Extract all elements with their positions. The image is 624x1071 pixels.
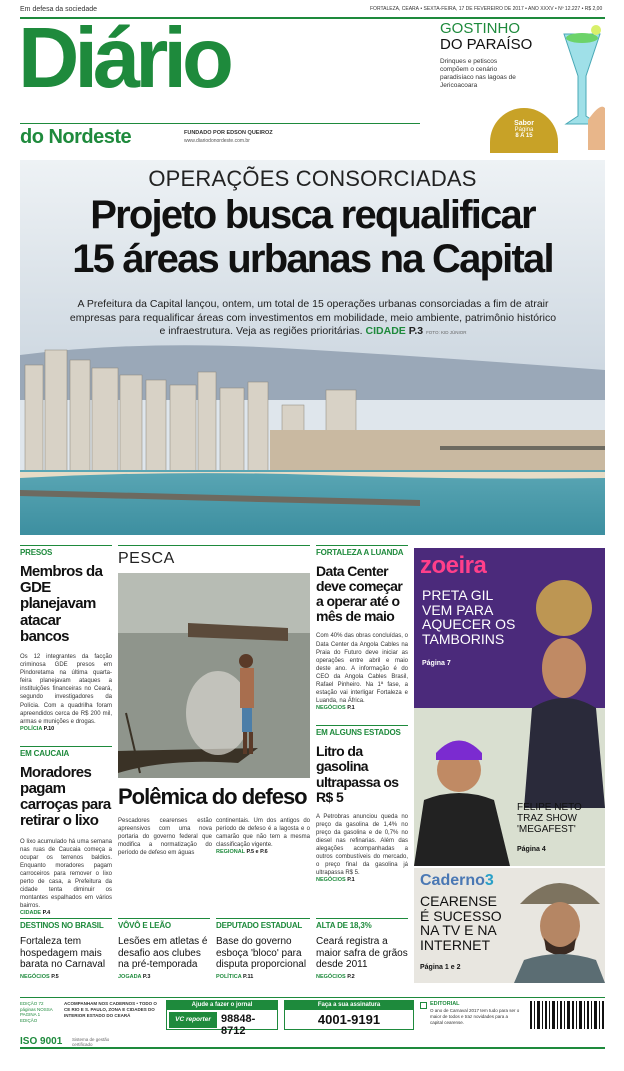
website[interactable]: www.diariodonordeste.com.br: [184, 138, 250, 144]
bottom-item-1-headline: Lesões em atletas é desafio aos clubes na pré-temporada: [118, 936, 208, 970]
right-s1-ref[interactable]: [316, 705, 408, 711]
center-column: [118, 545, 310, 915]
tagline: Em defesa da sociedade: [20, 6, 98, 13]
center-ref[interactable]: [216, 849, 310, 855]
left-s1-ref-section: POLÍCIA: [20, 725, 43, 732]
founder: FUNDADO POR EDSON QUEIROZ: [184, 130, 273, 136]
logo-sub[interactable]: do Nordeste: [20, 126, 132, 148]
bottom-item-0-ref: [20, 974, 112, 980]
left-s2-headline[interactable]: Moradores pagam carroças para retirar o lixo: [20, 763, 111, 830]
footer-small-left: EDIÇÃO 72 páginas NOSSA PAGINA 1 EDIÇÃO: [20, 1001, 53, 1023]
bottom-item-2-kicker: DEPUTADO ESTADUAL: [216, 921, 303, 930]
promo-badge: [490, 108, 558, 153]
bottom-item-2-page: P.11: [243, 973, 254, 980]
left-s2-ref-section: CIDADE: [20, 910, 42, 917]
left-s1-body: Os 12 integrantes da facção criminosa GDE presos em Pindoretama na última quarta-feira planejavam ataques a instituições financeiras no Ceará, segundo investigadores da Polícia. Com a quadrilha foram apreendidos cerca de R$ 200 mil, armas e munições e drogas.: [20, 653, 112, 725]
left-s1-ref[interactable]: [20, 726, 112, 732]
bottom-item-3-section: NEGÓCIOS: [316, 973, 346, 980]
center-ref-section: REGIONAL: [216, 849, 245, 856]
zoeira-head-2: VEM PARA: [422, 601, 494, 618]
date-line: FORTALEZA, CEARÁ • SEXTA-FEIRA, 17 DE FEVEREIRO DE 2017 • ANO XXXV • Nº 12.227 • R$ 2,00: [370, 6, 603, 12]
lead-summary-text: A Prefeitura da Capital lançou, ontem, um total de 15 operações urbanas consorciadas a fim de atrair empresas para requalificar áreas com investimentos em mobilidade, meio ambiente, patrimônio histórico e infraestrutura. Veja as regiões prioritárias.: [69, 298, 557, 338]
bottom-item-1-rule: [118, 918, 210, 919]
zoeira-head-1: PRETA GIL: [422, 587, 494, 603]
caderno3-panel[interactable]: [414, 868, 605, 983]
right-s2-ref-page: P.1: [347, 877, 355, 884]
promo-badge-3: 8 A 15: [515, 133, 533, 139]
caderno3-head-2: É SUCESSO: [420, 907, 502, 924]
iso-bar: [20, 1036, 605, 1048]
right-s1-kicker: FORTALEZA A LUANDA: [316, 548, 404, 557]
bottom-item-3-headline: Ceará registra a maior safra de grãos desde 2011: [316, 936, 408, 970]
left-s2-kicker: EM CAUCAIA: [20, 748, 70, 758]
footer-legal: ACOMPANHAM NOS CADERNOS • TODO O CE RIO E S. PAULO, ZONA E CIDADES DO INTERIOR ESTADO DO CEARÁ: [64, 1001, 157, 1018]
bottom-item-1[interactable]: [118, 918, 210, 980]
left-s2-body: O lixo acumulado há uma semana nas ruas de Caucaia começa a ocupar os terrenos baldios. Enquanto moradores pagam carroceiros para remover o lixo perto de casa, a Prefeitura da cidade tenta diminuir os montantes espalhados em vários bairros.: [20, 838, 112, 910]
zoeira-head-3: AQUECER OS: [422, 616, 516, 633]
iso-label: ISO 9001: [20, 1036, 63, 1047]
masthead: [20, 6, 605, 156]
bottom-item-1-section: JOGADA: [118, 973, 142, 980]
caderno3-head-1: CEARENSE: [420, 893, 498, 909]
center-headline[interactable]: Polêmica do defeso: [118, 784, 307, 809]
lead-headline-2[interactable]: 15 áreas urbanas na Capital: [72, 237, 553, 281]
center-body-a: Pescadores cearenses estão apreensivos com uma nova portaria do governo federal que modifica a normatização do período de defeso em águas: [118, 818, 212, 857]
right-s1-ref-section: NEGÓCIOS: [316, 705, 346, 712]
zoeira-side-2: TRAZ SHOW: [517, 813, 577, 824]
zoeira-side: [517, 802, 582, 835]
iso-sub: Sistema de gestão certificado: [72, 1037, 110, 1047]
cocktail-glass-icon: [558, 20, 605, 150]
bottom-item-3-ref: [316, 974, 408, 980]
lead-section[interactable]: CIDADE: [365, 325, 406, 338]
zoeira-side-1: FELIPE NETO: [517, 802, 582, 813]
left-s2-rule: [20, 746, 112, 747]
help-label: Ajude a fazer o jornal: [167, 1001, 277, 1010]
caderno3-head-4: INTERNET: [420, 937, 490, 954]
zoeira-head-4: TAMBORINS: [422, 631, 505, 648]
right-s2-ref[interactable]: [316, 877, 408, 883]
caderno3-brand-b: 3: [484, 872, 494, 889]
editorial-square-icon: [420, 1002, 427, 1009]
right-s1-headline[interactable]: Data Center deve começar a operar até o mês de maio: [316, 563, 403, 625]
bottom-item-2-section: POLÍTICA: [216, 973, 242, 980]
caderno3-brand: [420, 872, 494, 890]
lead-headline-1[interactable]: Projeto busca requalificar: [90, 193, 535, 237]
caderno3-head-3: NA TV E NA: [420, 922, 497, 939]
lead-page[interactable]: P.3: [408, 325, 424, 338]
right-news-column: [316, 545, 408, 905]
lead-credit: FOTO: KID JÚNIOR: [426, 330, 467, 336]
footer-band: [20, 997, 605, 1037]
caderno3-page[interactable]: Página 1 e 2: [420, 964, 461, 971]
bottom-item-2-rule: [216, 918, 310, 919]
left-s1-rule: [20, 545, 112, 546]
right-s2-ref-section: NEGÓCIOS: [316, 877, 346, 884]
bottom-item-1-kicker: VÔVÔ E LEÃO: [118, 921, 171, 930]
center-ref-page: P.5 e P.6: [246, 849, 268, 856]
editorial-text: O ano de Carnaval 2017 tem tudo para ser o maior de todos e traz novidades para a capital cearense.: [430, 1008, 520, 1025]
iso-rule: [20, 1047, 605, 1049]
bottom-item-2-ref: [216, 974, 310, 980]
zoeira-page-1[interactable]: Página 7: [422, 660, 451, 667]
zoeira-headline: [422, 588, 515, 647]
bottom-item-1-page: P.3: [142, 973, 151, 980]
help-brand: VC reporter: [169, 1012, 217, 1028]
left-s1-kicker: PRESOS: [20, 548, 53, 557]
right-s1-ref-page: P.1: [347, 705, 355, 712]
bottom-item-3-kicker: ALTA DE 18,3%: [316, 921, 372, 930]
lead-kicker: OPERAÇÕES CONSORCIADAS: [148, 166, 477, 191]
bottom-item-0[interactable]: [20, 918, 112, 980]
center-body-b: continentais. Um dos antigos do período de defeso é a lagosta e o camarão que não tem a mesma classificação vigente.: [216, 818, 310, 849]
bottom-item-0-rule: [20, 918, 112, 919]
bottom-item-3-rule: [316, 918, 408, 919]
help-phone[interactable]: 98848-8712: [221, 1013, 256, 1037]
center-label: PESCA: [118, 550, 175, 567]
bottom-item-1-ref: [118, 974, 210, 980]
promo-badge-1: Sabor: [514, 120, 534, 127]
zoeira-panel[interactable]: [414, 548, 605, 866]
bottom-item-0-headline: Fortaleza tem hospedagem mais barata no Carnaval: [20, 936, 106, 970]
editorial-label: EDITORIAL: [430, 1001, 460, 1007]
center-body-b-wrap: [216, 817, 310, 855]
bottom-item-0-kicker: DESTINOS NO BRASIL: [20, 921, 104, 930]
barcode-icon: [530, 1001, 605, 1029]
right-s1-rule: [316, 545, 408, 546]
subscribe-phone[interactable]: 4001-9191: [317, 1012, 381, 1027]
lead-story[interactable]: [20, 160, 605, 535]
right-s2-rule: [316, 725, 408, 726]
caderno3-brand-a: Caderno: [420, 872, 485, 889]
logo-rule: [20, 123, 420, 124]
fisherman-photo[interactable]: [118, 573, 310, 778]
lead-summary: [68, 298, 558, 339]
zoeira-page-2[interactable]: Página 4: [517, 846, 546, 853]
left-s2-ref-page: P.4: [42, 910, 51, 917]
bottom-item-3[interactable]: [316, 918, 408, 980]
bottom-item-3-page: P.2: [347, 973, 355, 980]
logo-main[interactable]: Diário: [18, 11, 229, 106]
right-s2-kicker: EM ALGUNS ESTADOS: [316, 728, 401, 738]
left-s1-ref-page: P.10: [43, 725, 55, 732]
promo-box[interactable]: [440, 18, 605, 153]
subscribe-box[interactable]: [284, 1000, 414, 1030]
promo-badge-2: Página: [514, 127, 534, 133]
left-s2-ref[interactable]: [20, 910, 112, 916]
left-s1-headline[interactable]: Membros da GDE planejavam atacar bancos: [20, 563, 103, 645]
bottom-item-2[interactable]: [216, 918, 310, 980]
promo-title-2: DO PARAÍSO: [440, 36, 533, 53]
bottom-item-0-section: NEGÓCIOS: [20, 973, 50, 980]
subscribe-label: Faça a sua assinatura: [285, 1001, 413, 1010]
zoeira-side-3: 'MEGAFEST': [517, 824, 576, 835]
promo-desc: Drinques e petiscos compõem o cenário paradisíaco nas lagoas de Jericoacoara: [440, 58, 516, 90]
caderno3-headline: [420, 894, 502, 953]
caderno3-photo: [514, 868, 605, 983]
right-s2-headline[interactable]: Litro da gasolina ultrapassa os R$ 5: [316, 743, 399, 805]
right-s1-body: Com 40% das obras concluídas, o Data Center da Angola Cables na Praia do Futuro deve iniciar as operações entre abril e maio deste ano. A informação é do CEO da Angola Cables Brasil, Rafael Pinheiro. Na 1ª fase, a estação vai interligar Fortaleza e Luanda, na África.: [316, 633, 408, 705]
help-box[interactable]: [166, 1000, 278, 1037]
zoeira-brand: zoeira: [420, 552, 487, 579]
promo-title-1: GOSTINHO: [440, 20, 521, 37]
center-rule: [118, 545, 310, 546]
bottom-item-0-page: P.5: [51, 973, 59, 980]
bottom-item-2-headline: Base do governo esboça 'bloco' para disputa proporcional: [216, 936, 307, 970]
center-body: [118, 817, 310, 857]
right-s2-body: A Petrobras anunciou queda no preço da gasolina de 1,4% no preço da gasolina e de 0,7% no diesel nas refinarias. Além das alegações acompanhadas a outros combustíveis do mercado, o preço final da gasolina já ultrapassa R$ 5.: [316, 813, 408, 877]
left-column: [20, 545, 112, 917]
editorial-box[interactable]: [420, 1000, 522, 1030]
